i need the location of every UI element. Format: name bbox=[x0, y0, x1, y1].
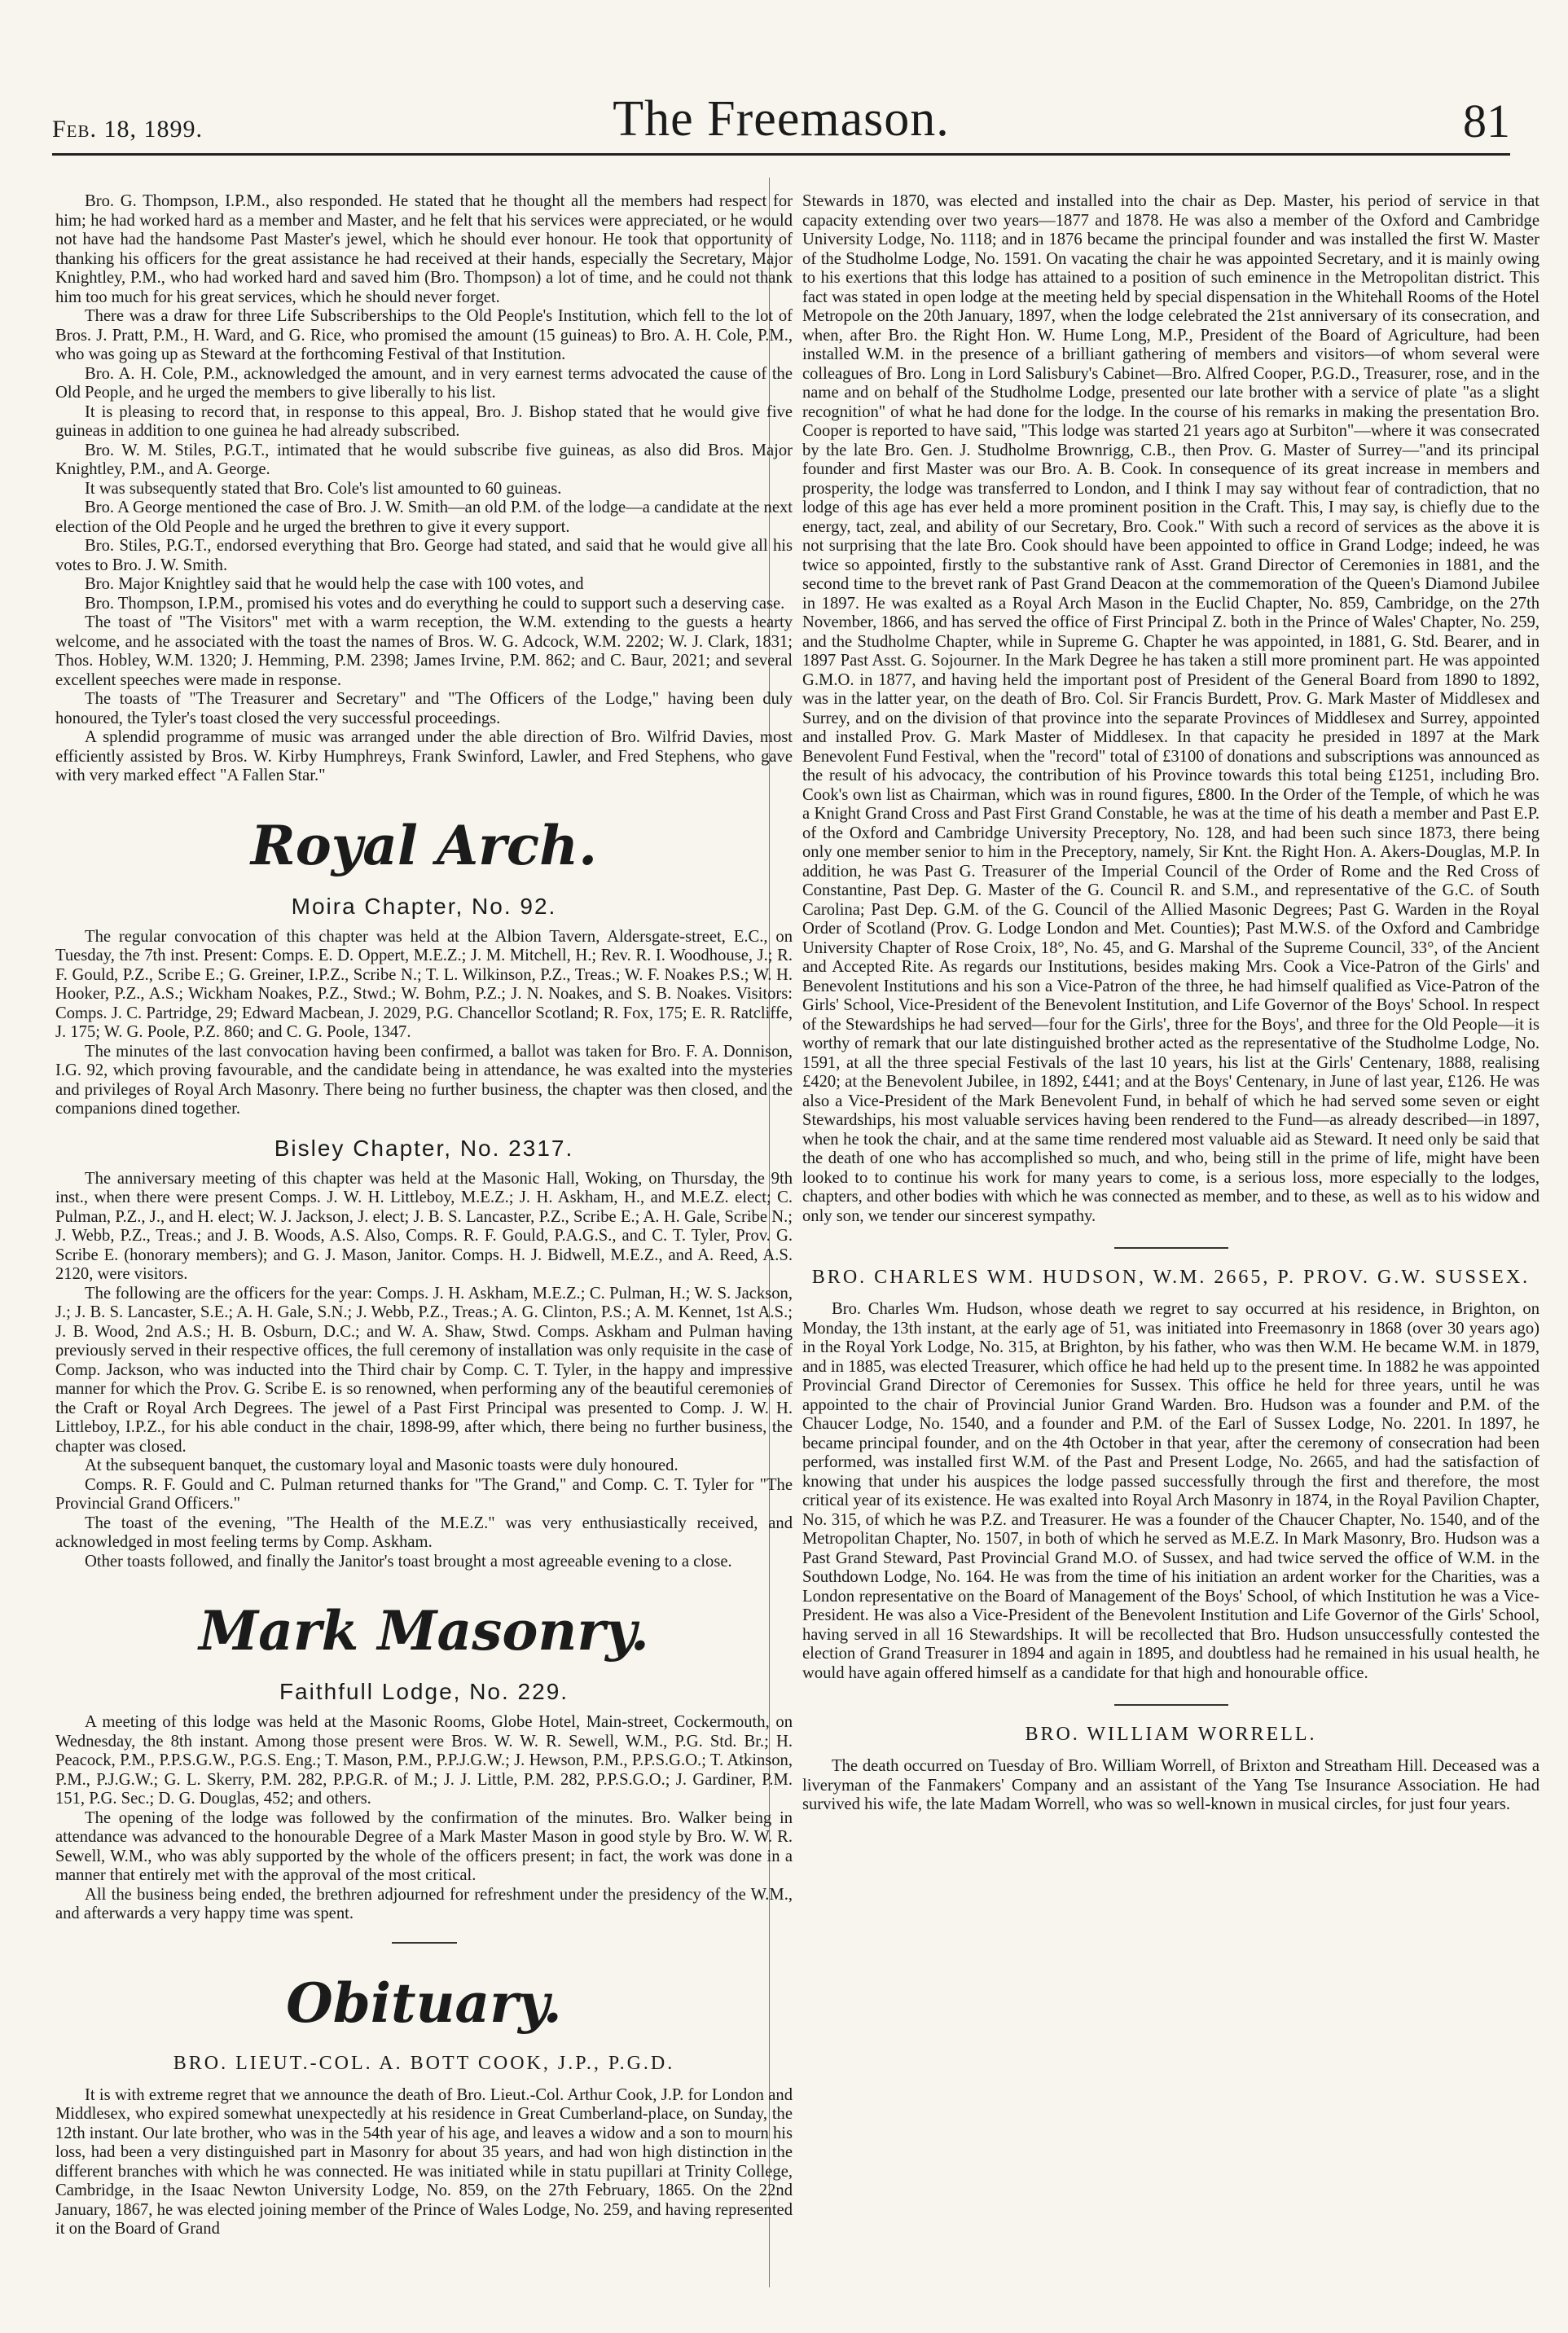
paragraph: Bro. A. H. Cole, P.M., acknowledged the amount, and in very earnest terms advocated the cause of the Old People, and he urged the members to give liberally to his list. bbox=[55, 364, 793, 402]
subhead-moira-chapter: Moira Chapter, No. 92. bbox=[291, 893, 557, 919]
section-title-royal-arch: Royal Arch. bbox=[250, 813, 598, 877]
paragraph: The regular convocation of this chapter was held at the Albion Tavern, Aldersgate-street, E.C., on Tuesday, the 7th inst. Present: Comps. E. D. Oppert, M.E.Z.; J. M. Mitchell, H.; Rev. R. I. Woodhouse, J.; R. F. Gould, P.Z., Scribe E.; G. Greiner, I.P.Z., Scribe N.; T. L. Wilkinson, P.Z., Treas.; W. F. Noakes P.S.; W. H. Hooker, P.Z., A.S.; Wickham Noakes, P.Z., Stwd.; W. Bohm, P.Z.; J. N. Noakes, and S. B. Noakes. Visitors: Comps. J. C. Partridge, 29; Edward Macbean, J. 2029, P.G. Chancellor Scotland; R. Fox, 175; E. R. Ratcliffe, J. 175; W. G. Poole, P.Z. 860; and C. G. Poole, 1347. bbox=[55, 927, 793, 1041]
lodge-report-continued bbox=[55, 192, 793, 786]
paragraph: A meeting of this lodge was held at the Masonic Rooms, Globe Hotel, Main-street, Cockermouth, on Wednesday, the 8th instant. Among those present were Bros. W. W. R. Sewell, W.M., P.G. Std. Br.; H. Peacock, P.M., P.P.S.G.W., P.G.S. Eng.; T. Mason, P.M., P.P.J.G.W.; J. Hewson, P.M., P.P.S.G.O.; T. Atkinson, P.M., P.J.G.W.; G. L. Skerry, P.M. 282, P.P.G.R. of M.; J. J. Little, P.M. 282, P.P.S.G.O.; J. Gardiner, P.M. 151, P.G. Sec.; D. G. Douglas, 452; and others. bbox=[55, 1713, 793, 1808]
paragraph: The anniversary meeting of this chapter was held at the Masonic Hall, Woking, on Thursday, the 9th inst., when there were present Comps. J. W. H. Littleboy, M.E.Z.; J. H. Askham, H., and M.E.Z. elect; C. Pulman, P.Z., J., and H. elect; W. J. Jackson, J. elect; J. B. S. Lancaster, P.Z., Scribe E.; A. H. Gale, Scribe N.; J. Webb, P.Z., Treas.; and J. B. Woods, A.S. Also, Comps. R. F. Gould, P.A.G.S., and C. T. Tyler, Prov. G. Scribe E. (honorary members); and G. J. Mason, Janitor. Comps. H. J. Bidwell, M.E.Z., and A. Reed, A.S. 2120, were visitors. bbox=[55, 1169, 793, 1283]
section-title-obituary: Obituary. bbox=[286, 1971, 562, 2035]
paragraph: The opening of the lodge was followed by the confirmation of the minutes. Bro. Walker being in attendance was advanced to the honourable Degree of a Mark Master Mason in good style by Bro. W. W. R. Sewell, W.M., who was ably supported by the whole of the officers present; in fact, the work was done in a manner that entirely met with the approval of the most critical. bbox=[55, 1808, 793, 1884]
paragraph: The toast of "The Visitors" met with a warm reception, the W.M. extending to the guests a hearty welcome, and he associated with the toast the names of Bros. W. G. Adcock, W.M. 2202; W. J. Clark, 1831; Thos. Hobley, W.M. 1320; J. Hemming, P.M. 2398; James Irvine, P.M. 862; and C. Baur, 2021; and several excellent speeches were made in response. bbox=[55, 613, 793, 689]
subhead-bisley-chapter: Bisley Chapter, No. 2317. bbox=[274, 1135, 574, 1161]
paragraph: It is with extreme regret that we announce the death of Bro. Lieut.-Col. Arthur Cook, J.P. for London and Middlesex, who expired somewhat unexpectedly at his residence in Great Cumberland-place, on Sunday, the 12th instant. Our late brother, who was in the 54th year of his age, and leaves a widow and a son to mourn his loss, had been a very distinguished part in Masonry for about 35 years, and had won high distinction in the different branches with which he was connected. He was initiated while in statu pupillari at Trinity College, Cambridge, in the Isaac Newton University Lodge, No. 859, on the 27th February, 1865. On the 22nd January, 1867, he was elected joining member of the Prince of Wales Lodge, No. 259, and having represented it on the Board of Grand bbox=[55, 2085, 793, 2238]
paragraph: The toasts of "The Treasurer and Secretary" and "The Officers of the Lodge," having been duly honoured, the Tyler's toast closed the very successful proceedings. bbox=[55, 690, 793, 727]
obituary-heading-hudson: BRO. CHARLES WM. HUDSON, W.M. 2665, P. PROV. G.W. SUSSEX. bbox=[811, 1267, 1531, 1288]
paragraph: Bro. A George mentioned the case of Bro. J. W. Smith—an old P.M. of the lodge—a candidate at the next election of the Old People and he urged the brethren to give it every support. bbox=[55, 499, 793, 536]
paragraph: Bro. Major Knightley said that he would help the case with 100 votes, and bbox=[85, 575, 584, 593]
obituary-heading-worrell: BRO. WILLIAM WORRELL. bbox=[1025, 1724, 1317, 1745]
obituary-divider bbox=[1114, 1704, 1228, 1706]
paragraph: At the subsequent banquet, the customary loyal and Masonic toasts were duly honoured. bbox=[85, 1456, 679, 1474]
paragraph: All the business being ended, the brethren adjourned for refreshment under the presidency of the W.M., and afterwards a very happy time was spent. bbox=[55, 1885, 793, 1922]
paragraph: Bro. G. Thompson, I.P.M., also responded. He stated that he thought all the members had respect for him; he had worked hard as a member and Master, and he felt that his services were appreciated, or he would not have had the handsome Past Master's jewel, which he should ever honour. He took that opportunity of thanking his officers for the great assistance he had received at their hands, especially the Secretary, Major Knightley, P.M., who had worked hard and saved him (Bro. Thompson) a lot of time, and he could not thank him too much for his great services, which he should never forget. bbox=[55, 192, 793, 306]
paragraph: It is pleasing to record that, in response to this appeal, Bro. J. Bishop stated that he would give five guineas in addition to one guinea he had already subscribed. bbox=[55, 402, 793, 440]
section-divider bbox=[392, 1942, 457, 1944]
subhead-faithfull-lodge: Faithfull Lodge, No. 229. bbox=[279, 1679, 569, 1704]
left-column bbox=[55, 192, 793, 2239]
section-title-mark-masonry: Mark Masonry. bbox=[199, 1599, 649, 1663]
paragraph: There was a draw for three Life Subscriberships to the Old People's Institution, which fell to the lot of Bros. J. Pratt, P.M., H. Ward, and G. Rice, who promised the amount (15 guineas) to Bro. A. H. Cole, P.M., who was going up as Steward at the forthcoming Festival of that Institution. bbox=[55, 307, 793, 363]
paragraph: Bro. W. M. Stiles, P.G.T., intimated that he would subscribe five guineas, as also did Bros. Major Knightley, P.M., and A. George. bbox=[55, 441, 793, 478]
obituary-heading-cook: BRO. LIEUT.-COL. A. BOTT COOK, J.P., P.G.D. bbox=[173, 2052, 675, 2074]
paragraph: The minutes of the last convocation having been confirmed, a ballot was taken for Bro. F. A. Donnison, I.G. 92, which proving favourable, and the candidate being in attendance, he was exalted into the mysteries and privileges of Royal Arch Masonry. There being no further business, the chapter was then closed, and the companions dined together. bbox=[55, 1042, 793, 1118]
paragraph: Bro. Charles Wm. Hudson, whose death we regret to say occurred at his residence, in Brighton, on Monday, the 13th instant, at the early age of 51, was initiated into Freemasonry in 1868 (over 30 years ago) in the Royal York Lodge, No. 315, at Brighton, by his father, who was then W.M. He became W.M. in 1879, and in 1885, was elected Treasurer, which office he had held up to the present time. In 1882 he was appointed Provincial Grand Director of Ceremonies for Sussex. This office he held for three years, until he was appointed to the chair of Provincial Junior Grand Warden. Bro. Hudson was a founder and P.M. of the Chaucer Lodge, No. 1540, and a founder and P.M. of the Earl of Sussex Lodge, No. 2201. In 1897, he became principal founder, and on the 4th October in that year, after the ceremony of consecration had been performed, was installed first W.M. of the Past and Present Lodge, No. 2665, and had the satisfaction of knowing that under his auspices the lodge passed successfully through the first and therefore, the most critical year of its existence. He was exalted into Royal Arch Masonry in 1874, in the Royal Pavilion Chapter, No. 315, of which he was P.Z. and Treasurer. He was a founder of the Chaucer Chapter, No. 1540, and of the Metropolitan Chapter, No. 1507, in both of which he served as M.E.Z. In Mark Masonry, Bro. Hudson was a Past Grand Steward, Past Provincial Grand M.O. of Sussex, and had twice served the office of W.M. in the Southdown Lodge, No. 164. He was from the time of his initiation an ardent worker for the Charities, was a London representative on the Board of Management of the Boys' School, of which Institution he was a Vice-President. He was also a Vice-President of the Benevolent Institution and Life Governor of the Girls' School, having served in all 16 Stewardships. It will be recollected that Bro. Hudson unsuccessfully contested the election of Grand Treasurer in 1894 and again in 1895, and doubtless had he remained in his usual health, he would have again offered himself as a candidate for that high and honourable office. bbox=[802, 1300, 1539, 1682]
masthead bbox=[52, 78, 1510, 156]
paragraph: Bro. Thompson, I.P.M., promised his votes and do everything he could to support such a deserving case. bbox=[85, 594, 785, 613]
paragraph: The following are the officers for the year: Comps. J. H. Askham, M.E.Z.; C. Pulman, H.; W. S. Jackson, J.; J. B. S. Lancaster, S.E.; A. H. Gale, S.N.; J. Webb, P.Z., Treas.; A. G. Clinton, P.S.; A. M. Kennet, 1st A.S.; J. B. Wood, 2nd A.S.; H. B. Osburn, D.C.; and W. A. Shaw, Stwd. Comps. Askham and Pulman having previously served in their respective offices, the full ceremony of installation was only requisite in the case of Comp. Jackson, who was inducted into the Third chair by Comp. C. T. Tyler, in the happy and impressive manner for which the Prov. G. Scribe E. is so renowned, when performing any of the beautiful ceremonies of the Craft or Royal Arch Degrees. The jewel of a Past First Principal was presented to Comp. J. W. H. Littleboy, I.P.Z., for his able conduct in the chair, 1898-99, after which, there being no further business, the chapter was closed. bbox=[55, 1284, 793, 1456]
obituary-divider bbox=[1114, 1247, 1228, 1249]
paragraph: The toast of the evening, "The Health of the M.E.Z." was very enthusiastically received, and acknowledged in most feeling terms by Comp. Askham. bbox=[55, 1514, 793, 1551]
paragraph: Comps. R. F. Gould and C. Pulman returned thanks for "The Grand," and Comp. C. T. Tyler for "The Provincial Grand Officers." bbox=[55, 1475, 793, 1513]
right-column bbox=[802, 192, 1539, 1815]
paragraph: Stewards in 1870, was elected and installed into the chair as Dep. Master, his period of service in that capacity extending over two years—1877 and 1878. He was also a member of the Oxford and Cambridge University Lodge, No. 1118; and in 1876 became the principal founder and was installed the first W. Master of the Studholme Lodge, No. 1591. On vacating the chair he was appointed Secretary, and it is mainly owing to his exertions that this lodge has attained to a position of such eminence in the Metropolitan district. This fact was stated in open lodge at the meeting held by special dispensation in the Whitehall Rooms of the Hotel Metropole on the 20th January, 1897, when the lodge celebrated the 21st anniversary of its consecration, and when, after Bro. the Right Hon. W. Hume Long, M.P., President of the Board of Agriculture, had been installed W.M. in the presence of a brilliant gathering of members and visitors—of whom several were colleagues of Bro. Long in Lord Salisbury's Cabinet—Bro. Alfred Cooper, P.G.D., Treasurer, rose, and in the name and on behalf of the Studholme Lodge, presented our late brother with a service of plate "as a slight recognition" of what he had done for the lodge. In the course of his remarks in making the presentation Bro. Cooper is reported to have said, "This lodge was started 21 years ago at Surbiton"—where it was consecrated by the late Bro. Gen. J. Studholme Brownrigg, C.B., then Prov. G. Master of Surrey—"and its principal founder and first Master was our Bro. A. B. Cook. In consequence of its great increase in members and prosperity, the lodge was transferred to London, and I think I may say without fear of contradiction, that no lodge of this age has ever held a more prominent position in the Craft. This, I may say, is chiefly due to the energy, tact, zeal, and ability of our Secretary, Bro. Cook." With such a record of services as the above it is not surprising that the late Bro. Cook should have been appointed to office in Grand Lodge; indeed, he was twice so appointed, firstly to the substantive rank of Asst. Grand Director of Ceremonies in 1881, and the second time to the brevet rank of Past Grand Deacon at the commemoration of the Queen's Diamond Jubilee in 1897. He was exalted as a Royal Arch Mason in the Euclid Chapter, No. 859, Cambridge, on the 27th November, 1866, and has served the office of First Principal Z. both in the Prince of Wales' Chapter, No. 259, and the Studholme Chapter, while in Supreme G. Chapter he was appointed, in 1881, G. Std. Bearer, and in 1897 Past Asst. G. Sojourner. In the Mark Degree he has taken a still more prominent part. He was appointed G.M.O. in 1877, and having held the important post of President of the General Board from 1890 to 1892, was in the latter year, on the death of Bro. Col. Sir Francis Burdett, Prov. G. Mark Master of Middlesex and Surrey, and on the division of that province into the separate Provinces of Middlesex and Surrey, appointed and installed Prov. G. Mark Master of Middlesex. In that capacity he presided in 1897 at the Mark Benevolent Fund Festival, when the "record" total of £3100 of donations and subscriptions was announced as the result of his advocacy, the contribution of his Province towards this total being £1251, including Bro. Cook's own list as Chairman, which was in round figures, £800. In the Order of the Temple, of which he was a Knight Grand Cross and Past First Grand Constable, he was at the time of his death a member and Past E.P. of the Oxford and Cambridge University Preceptory, No. 128, and had been such since 1873, there being only one member senior to him in the Preceptory, namely, Sir Knt. the Right Hon. A. Akers-Douglas, M.P. In addition, he was Past G. Treasurer of the Imperial Council of the Order of Rome and the Red Cross of Constantine, Past Dep. G. Master of the G. Council R. and S.M., and representative of the G.C. of South Carolina; Past Dep. G.M. of the G. Council of the Allied Masonic Degrees; Past G. Warden in the Royal Order of Scotland (Prov. G. Lodge London and Met. Counties); Past M.W.S. of the Oxford and Cambridge University Chapter of Rose Croix, 18°, No. 45, and G. Marshal of the Supreme Council, 33°, of the Ancient and Accepted Rite. As regards our Institutions, besides making Mrs. Cook a Vice-Patron of the Girls' and Benevolent Institutions and his son a Vice-Patron of the three, he had himself qualified as Vice-Patron of the Girls' School, Vice-President of the Benevolent Institution, and Life Governor of the Boys' School. In respect of the Stewardships he had served—four for the Girls', three for the Boys', and three for the Old People—it is worthy of remark that our late distinguished brother acted as the representative of the Studholme Lodge, No. 1591, at all the three special Festivals of the last 10 years, his list at the Girls' Centenary, 1888, realising £420; at the Benevolent Jubilee, in 1892, £441; and at the Boys' Centenary, in June of last year, £126. He was also a Vice-President of the Mark Benevolent Fund, in behalf of which he had served some seven or eight Stewardships, his most valuable services having been rendered to the Fund—as already described—in 1897, when he took the chair, and at the same time rendered most valuable aid as Steward. It need only be said that the death of one who has accomplished so much, and who, being still in the prime of life, might have been looked to to continue his work for many years to come, is a serious loss, more especially to the lodges, chapters, and other bodies with which he was connected as member, and to these, as well as to his widow and only son, we tender our sincerest sympathy. bbox=[802, 192, 1539, 1225]
paragraph: It was subsequently stated that Bro. Cole's list amounted to 60 guineas. bbox=[85, 479, 562, 498]
paragraph: Other toasts followed, and finally the Janitor's toast brought a most agreeable evening to a close. bbox=[85, 1552, 732, 1571]
paragraph: A splendid programme of music was arranged under the able direction of Bro. Wilfrid Davies, most efficiently assisted by Bros. W. Kirby Humphreys, Frank Swinford, Lawler, and Fred Stephens, who gave with very marked effect "A Fallen Star." bbox=[55, 728, 793, 784]
page-number: 81 bbox=[1463, 94, 1510, 147]
paragraph: The death occurred on Tuesday of Bro. William Worrell, of Brixton and Streatham Hill. Deceased was a liveryman of the Fanmakers' Company and an assistant of the Yang Tse Insurance Association. He had survived his wife, the late Madam Worrell, who was so well-known in musical circles, for just four years. bbox=[802, 1757, 1539, 1813]
issue-date: Feb. 18, 1899. bbox=[52, 116, 204, 143]
newspaper-title: The Freemason. bbox=[613, 91, 950, 147]
paragraph: Bro. Stiles, P.G.T., endorsed everything that Bro. George had stated, and said that he would give all his votes to Bro. J. W. Smith. bbox=[55, 537, 793, 574]
